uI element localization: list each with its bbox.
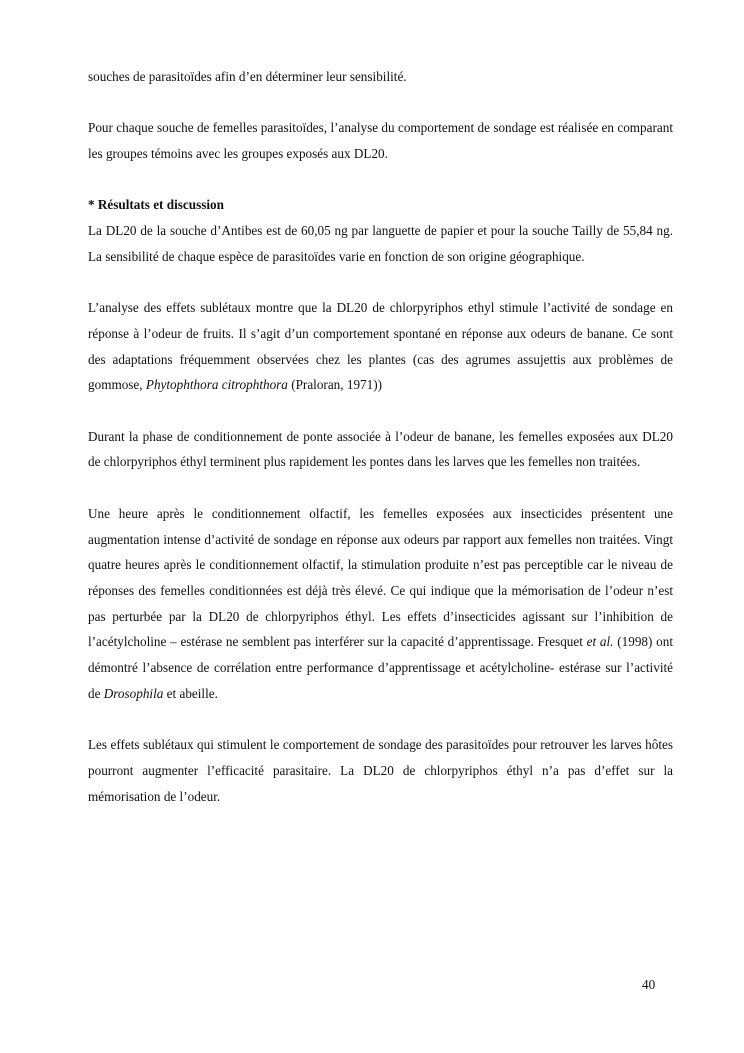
paragraph-dl20: La DL20 de la souche d’Antibes est de 60,05 ng par languette de papier et pour la souche Tailly de 55,84 ng. La sensibilité de chaque espèce de parasitoïdes varie en fonction de son origine géographique. xyxy=(88,223,673,264)
paragraph-conclusion: Les effets sublétaux qui stimulent le comportement de sondage des parasitoïdes pour retrouver les larves hôtes pourront augmenter l’efficacité parasitaire. La DL20 de chlorpyriphos éthyl n’a pas d’effet sur la mémorisation de l’odeur. xyxy=(88,737,673,804)
section-heading: * Résultats et discussion xyxy=(88,197,224,213)
text-span: (Praloran, 1971)) xyxy=(287,377,383,393)
genus-name: Drosophila xyxy=(103,685,164,701)
text-span: (1998) ont démontré l’absence de corrélation entre performance d’apprentissage et acétylcholine- estérase sur l’activité de xyxy=(88,634,673,701)
paragraph-sublethal xyxy=(88,295,673,398)
text-span: et abeille. xyxy=(163,685,218,701)
species-name: Phytophthora citrophthora xyxy=(145,377,288,393)
text-span: Une heure après le conditionnement olfactif, les femelles exposées aux insecticides présentent une augmentation intense d’activité de sondage en réponse aux odeurs par rapport aux femelles non traitées. Vingt quatre heures après le conditionnement olfactif, la stimulation produite n’est pas perceptible car le niveau de réponses des femelles conditionnées est déjà très élevé. Ce qui indique que la mémorisation de l’odeur n’est pas perturbée par la DL20 de chlorpyriphos éthyl. Les effets d’insecticides agissant sur l’inhibition de l’acétylcholine – estérase ne semblent pas interférer sur la capacité d’apprentissage. Fresquet xyxy=(88,505,673,650)
document-body xyxy=(88,64,673,809)
et-al: et al. xyxy=(586,634,614,650)
paragraph-method: Pour chaque souche de femelles parasitoïdes, l’analyse du comportement de sondage est réalisée en comparant les groupes témoins avec les groupes exposés aux DL20. xyxy=(88,120,673,162)
paragraph-conditioning: Durant la phase de conditionnement de ponte associée à l’odeur de banane, les femelles exposées aux DL20 de chlorpyriphos éthyl terminent plus rapidement les pontes dans les larves que les femelles non traitées. xyxy=(88,428,673,470)
paragraph-intro: souches de parasitoïdes afin d’en déterminer leur sensibilité. xyxy=(88,69,407,84)
text-span: L’analyse des effets sublétaux montre que la DL20 de chlorpyriphos ethyl stimule l’activité de sondage en réponse à l’odeur de fruits. Il s’agit d’un comportement spontané en réponse aux odeurs de banane. Ce sont des adaptations fréquemment observées chez les plantes (cas des agrumes assujettis aux problèmes de gommose, xyxy=(88,300,673,393)
paragraph-olfactory xyxy=(88,501,673,707)
page-number: 40 xyxy=(642,977,656,992)
